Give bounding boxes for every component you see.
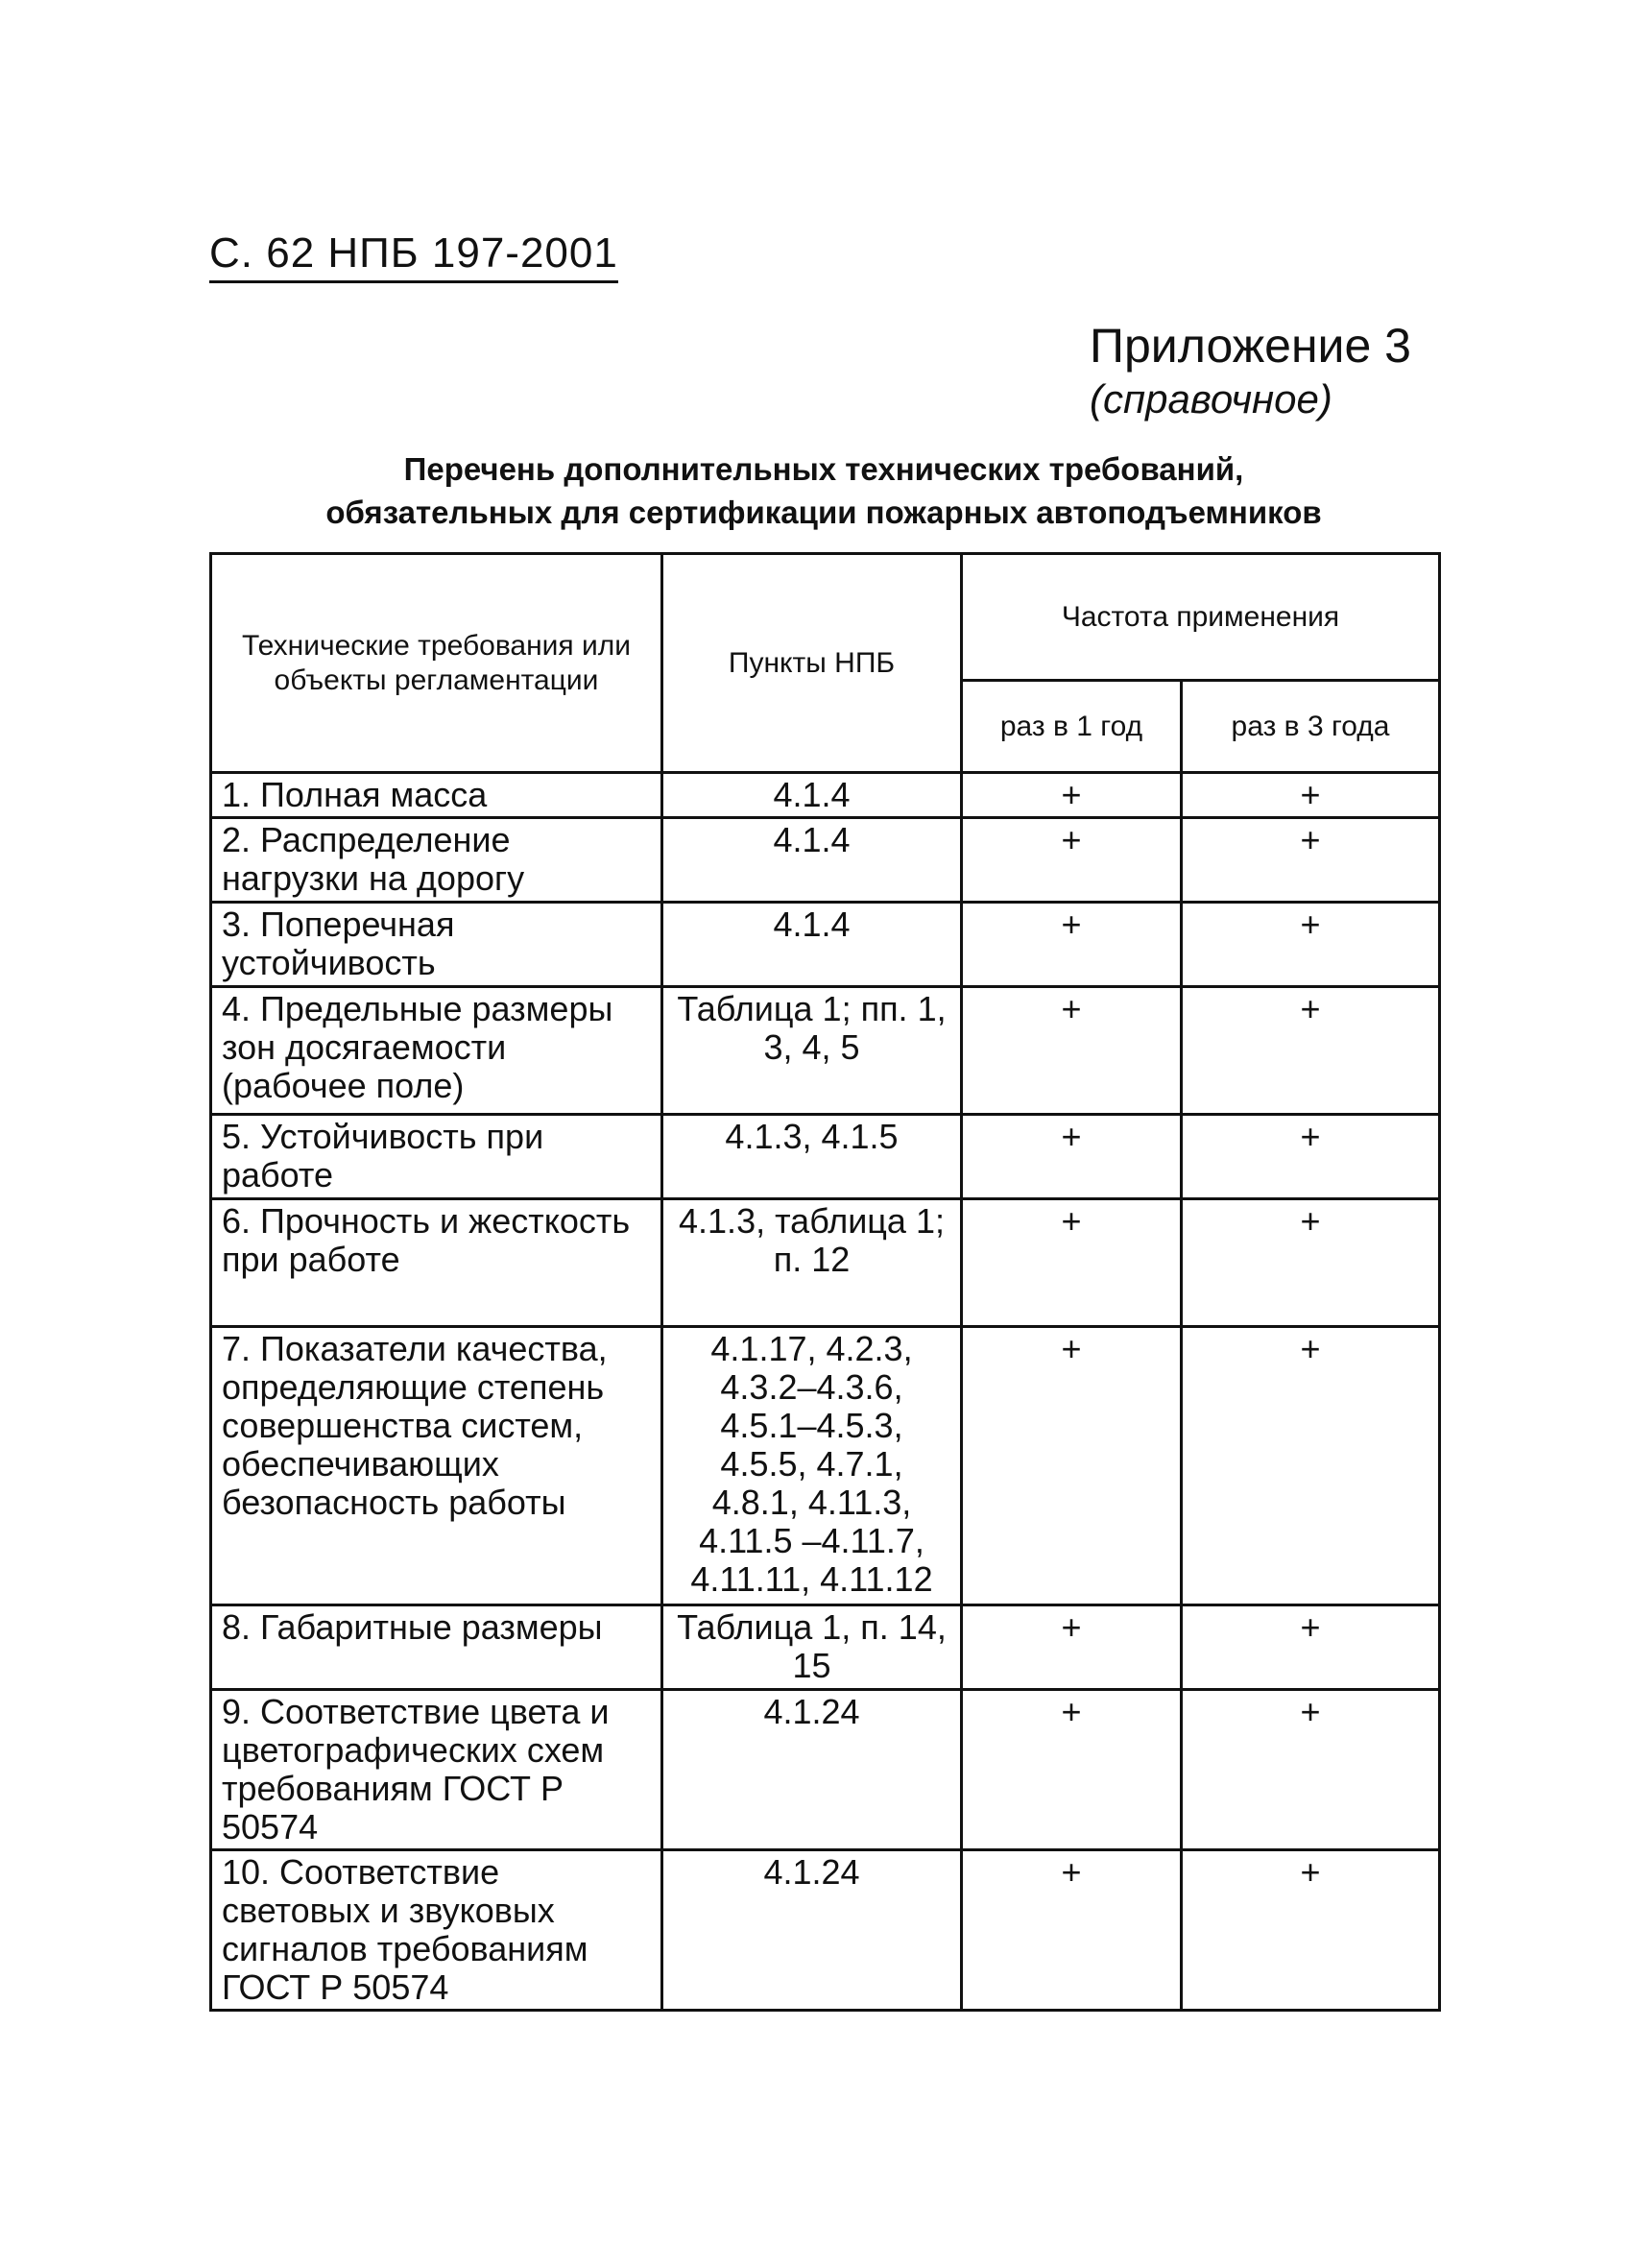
- per-3-years-cell: +: [1182, 1605, 1440, 1690]
- per-3-years-cell: +: [1182, 1327, 1440, 1605]
- per-3-years-cell: +: [1182, 1850, 1440, 2011]
- requirement-cell: 1. Полная масса: [211, 773, 662, 818]
- per-1-year-cell: +: [962, 1327, 1182, 1605]
- table-header-row: [211, 554, 1440, 681]
- header-requirements: Технические требования или объекты регламентации: [211, 554, 662, 773]
- requirement-cell: 7. Показатели качества, определяющие степень совершенства систем, обеспечивающих безопасность работы: [211, 1327, 662, 1605]
- requirement-cell: 6. Прочность и жесткость при работе: [211, 1199, 662, 1327]
- table-row: [211, 1605, 1440, 1690]
- per-3-years-cell: +: [1182, 1690, 1440, 1850]
- header-per-1-year: раз в 1 год: [962, 681, 1182, 773]
- table-row: [211, 773, 1440, 818]
- requirement-cell: 10. Соответствие световых и звуковых сигналов требованиям ГОСТ Р 50574: [211, 1850, 662, 2011]
- per-1-year-cell: +: [962, 1115, 1182, 1199]
- per-1-year-cell: +: [962, 903, 1182, 987]
- points-cell: 4.1.3, таблица 1; п. 12: [662, 1199, 962, 1327]
- table-row: [211, 1199, 1440, 1327]
- requirements-table: [209, 552, 1441, 2012]
- table-title-line-2: обязательных для сертификации пожарных автоподъемников: [325, 495, 1322, 530]
- table-row: [211, 818, 1440, 903]
- table-row: [211, 987, 1440, 1115]
- appendix-subtitle: (справочное): [1090, 376, 1332, 422]
- table-row: [211, 1327, 1440, 1605]
- appendix-title: Приложение 3: [1090, 319, 1411, 373]
- per-1-year-cell: +: [962, 1605, 1182, 1690]
- table-row: [211, 903, 1440, 987]
- requirement-cell: 9. Соответствие цвета и цветографических схем требованиям ГОСТ Р 50574: [211, 1690, 662, 1850]
- requirement-cell: 5. Устойчивость при работе: [211, 1115, 662, 1199]
- per-3-years-cell: +: [1182, 818, 1440, 903]
- table-row: [211, 1850, 1440, 2011]
- page-header: С. 62 НПБ 197-2001: [209, 229, 618, 283]
- per-3-years-cell: +: [1182, 773, 1440, 818]
- per-3-years-cell: +: [1182, 987, 1440, 1115]
- per-3-years-cell: +: [1182, 1199, 1440, 1327]
- appendix-block: [1090, 317, 1411, 424]
- per-1-year-cell: +: [962, 987, 1182, 1115]
- requirement-cell: 4. Предельные размеры зон досягаемости (рабочее поле): [211, 987, 662, 1115]
- per-3-years-cell: +: [1182, 903, 1440, 987]
- header-per-3-years: раз в 3 года: [1182, 681, 1440, 773]
- requirement-cell: 2. Распределение нагрузки на дорогу: [211, 818, 662, 903]
- requirement-cell: 3. Поперечная устойчивость: [211, 903, 662, 987]
- points-cell: 4.1.4: [662, 818, 962, 903]
- points-cell: 4.1.17, 4.2.3, 4.3.2–4.3.6, 4.5.1–4.5.3, 4.5.5, 4.7.1, 4.8.1, 4.11.3, 4.11.5 –4.11.7, 4.11.11, 4.11.12: [662, 1327, 962, 1605]
- points-cell: Таблица 1; пп. 1, 3, 4, 5: [662, 987, 962, 1115]
- points-cell: 4.1.4: [662, 903, 962, 987]
- header-frequency: Частота применения: [962, 554, 1440, 681]
- per-3-years-cell: +: [1182, 1115, 1440, 1199]
- points-cell: Таблица 1, п. 14, 15: [662, 1605, 962, 1690]
- per-1-year-cell: +: [962, 1690, 1182, 1850]
- points-cell: 4.1.24: [662, 1690, 962, 1850]
- table-title: [209, 447, 1438, 534]
- points-cell: 4.1.4: [662, 773, 962, 818]
- table-row: [211, 1115, 1440, 1199]
- per-1-year-cell: +: [962, 773, 1182, 818]
- points-cell: 4.1.24: [662, 1850, 962, 2011]
- per-1-year-cell: +: [962, 1850, 1182, 2011]
- table-row: [211, 1690, 1440, 1850]
- table-title-line-1: Перечень дополнительных технических требований,: [403, 451, 1244, 487]
- points-cell: 4.1.3, 4.1.5: [662, 1115, 962, 1199]
- requirement-cell: 8. Габаритные размеры: [211, 1605, 662, 1690]
- per-1-year-cell: +: [962, 818, 1182, 903]
- header-points: Пункты НПБ: [662, 554, 962, 773]
- per-1-year-cell: +: [962, 1199, 1182, 1327]
